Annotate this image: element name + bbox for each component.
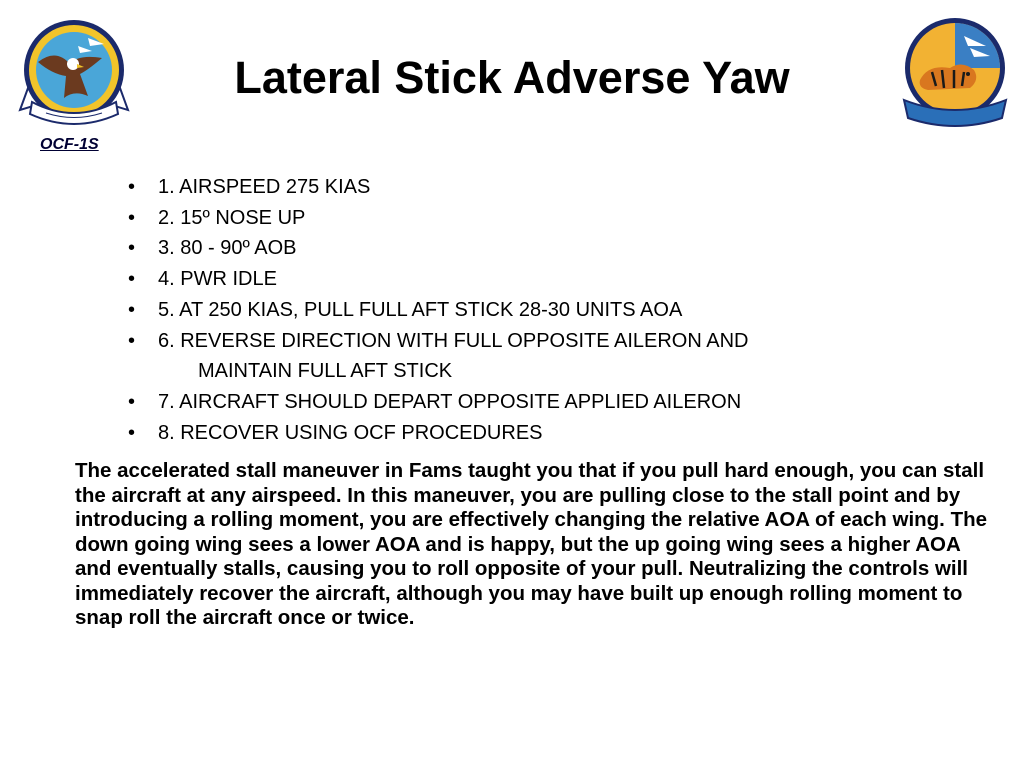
bullet-icon: • — [128, 329, 136, 352]
list-item — [128, 203, 749, 234]
list-item — [128, 418, 749, 449]
step-text: 5. AT 250 KIAS, PULL FULL AFT STICK 28-30 UNITS AOA — [158, 298, 683, 321]
course-code-label: OCF-1S — [40, 136, 99, 153]
bullet-icon: • — [128, 206, 136, 229]
bullet-icon: • — [128, 390, 136, 413]
procedure-steps-list — [128, 172, 749, 448]
slide-title: Lateral Stick Adverse Yaw — [234, 52, 790, 103]
list-item — [128, 387, 749, 418]
bullet-icon: • — [128, 298, 136, 321]
step-text: 6. REVERSE DIRECTION WITH FULL OPPOSITE AILERON AND — [158, 329, 749, 352]
explanation-paragraph: The accelerated stall maneuver in Fams taught you that if you pull hard enough, you can stall the aircraft at any airspeed. In this maneuver, you are pulling close to the stall point and by introducing a rolling moment, you are effectively changing the relative AOA of each wing. The down going wing sees a lower AOA and is happy, but the up going wing sees a higher AOA and eventually stalls, causing you to roll opposite of your pull. Neutralizing the controls will immediately recover the aircraft, although you may have built up enough rolling moment to snap roll the aircraft once or twice. — [75, 459, 988, 629]
list-item — [128, 295, 749, 326]
step-text: 8. RECOVER USING OCF PROCEDURES — [158, 421, 543, 444]
step-text: 7. AIRCRAFT SHOULD DEPART OPPOSITE APPLIED AILERON — [158, 390, 742, 413]
step-text: 4. PWR IDLE — [158, 268, 277, 291]
bullet-icon: • — [128, 421, 136, 444]
bullet-icon: • — [128, 268, 136, 291]
list-item — [128, 264, 749, 295]
step-text: 3. 80 - 90º AOB — [158, 237, 297, 260]
step-text: 1. AIRSPEED 275 KIAS — [158, 176, 371, 198]
bullet-icon: • — [128, 176, 136, 198]
list-item — [128, 233, 749, 264]
step-text-continuation: MAINTAIN FULL AFT STICK — [198, 360, 453, 383]
list-item — [128, 172, 749, 203]
list-item — [128, 326, 749, 387]
bullet-icon: • — [128, 237, 136, 260]
step-text: 2. 15º NOSE UP — [158, 206, 306, 229]
